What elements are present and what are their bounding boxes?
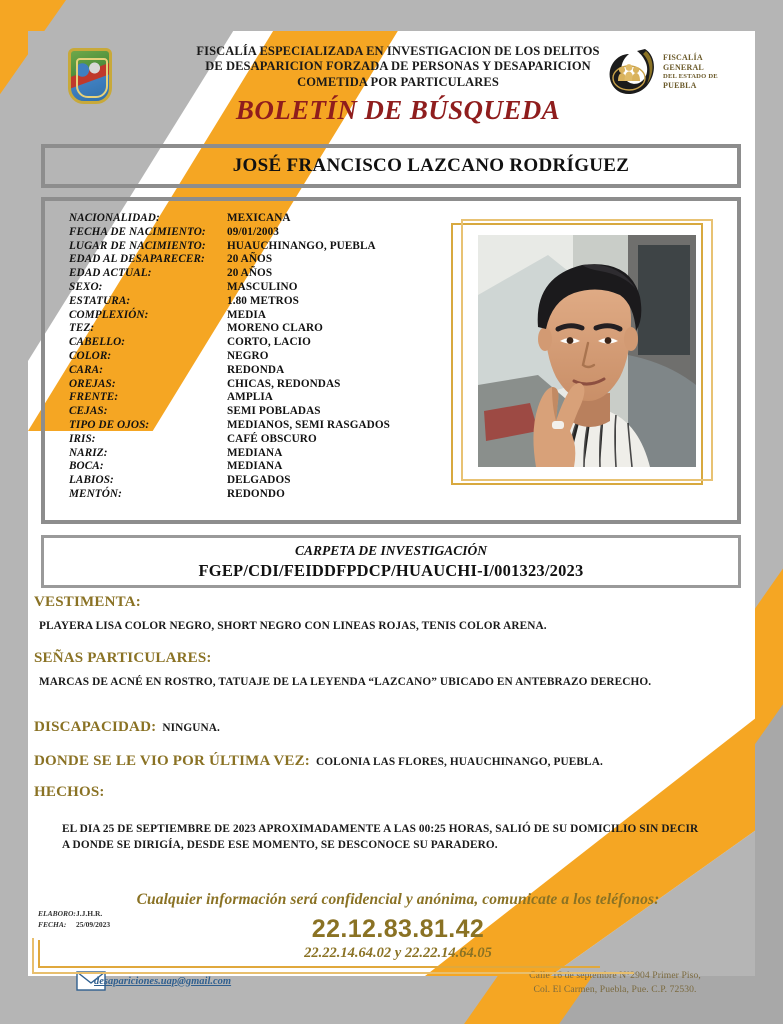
detail-row xyxy=(69,296,439,307)
fecha-label: FECHA: xyxy=(38,919,67,929)
detail-value: MEDIANOS, SEMI RASGADOS xyxy=(227,418,390,431)
fiscalia-general-logo-text xyxy=(663,53,733,91)
detail-value: REDONDA xyxy=(227,363,285,376)
detail-value: 1.80 METROS xyxy=(227,294,299,307)
section-vestimenta-heading: VESTIMENTA: xyxy=(34,594,141,610)
detail-label: LABIOS: xyxy=(69,474,114,487)
document-header xyxy=(28,31,755,143)
agency-line-1: FISCALÍA ESPECIALIZADA EN INVESTIGACION DE LOS DELITOS xyxy=(196,44,600,58)
detail-row xyxy=(69,420,439,431)
detail-label: COMPLEXIÓN: xyxy=(69,308,149,321)
detail-row xyxy=(69,448,439,459)
case-file-box xyxy=(41,535,741,588)
gold-inner-rule xyxy=(38,940,600,968)
detail-row xyxy=(69,323,439,334)
detail-value: CORTO, LACIO xyxy=(227,336,311,349)
detail-value: HUAUCHINANGO, PUEBLA xyxy=(227,239,376,252)
detail-label: CARA: xyxy=(69,363,104,376)
detail-row xyxy=(69,365,439,376)
detail-label: TIPO DE OJOS: xyxy=(69,418,150,431)
detail-label: BOCA: xyxy=(69,460,104,473)
section-senas-heading: SEÑAS PARTICULARES: xyxy=(34,650,212,666)
section-hechos-body: EL DIA 25 DE SEPTIEMBRE DE 2023 APROXIMADAMENTE A LAS 00:25 HORAS, SALIÓ DE SU DOMICILIO SIN DECIR A DONDE SE DIRIGÍA, DESDE ESE MOMENTO, SE DESCONOCE SU PARADERO. xyxy=(62,823,699,852)
detail-label: CEJAS: xyxy=(69,405,108,418)
section-hechos xyxy=(34,784,749,854)
detail-value: NEGRO xyxy=(227,349,269,362)
section-discapacidad xyxy=(34,718,749,736)
logo-line-1: FISCALÍA GENERAL xyxy=(663,52,704,72)
elaboration-metadata xyxy=(38,909,110,931)
section-discapacidad-heading: DISCAPACIDAD: xyxy=(34,719,157,735)
section-ultima-vez-body: COLONIA LAS FLORES, HUAUCHINANGO, PUEBLA. xyxy=(316,756,603,768)
detail-value: MEDIANA xyxy=(227,460,283,473)
alternate-phone-numbers: 22.22.14.64.02 y 22.22.14.64.05 xyxy=(304,945,492,961)
detail-row xyxy=(69,227,439,238)
detail-row xyxy=(69,337,439,348)
detail-row xyxy=(69,282,439,293)
detail-row xyxy=(69,241,439,252)
person-name-banner xyxy=(41,144,741,188)
detail-label: MENTÓN: xyxy=(69,487,122,500)
detail-label: OREJAS: xyxy=(69,377,116,390)
detail-row xyxy=(69,392,439,403)
detail-label: COLOR: xyxy=(69,349,112,362)
physical-description-table xyxy=(69,213,439,503)
section-senas-body: MARCAS DE ACNÉ EN ROSTRO, TATUAJE DE LA LEYENDA “LAZCANO” UBICADO EN ANTEBRAZO DERECHO. xyxy=(39,676,652,688)
case-file-title: CARPETA DE INVESTIGACIÓN xyxy=(294,543,488,558)
elaboro-label: ELABORO: xyxy=(38,909,76,918)
agency-line-3: COMETIDA POR PARTICULARES xyxy=(297,74,499,89)
detail-label: TEZ: xyxy=(69,322,95,335)
section-ultima-vez xyxy=(34,752,749,770)
detail-row xyxy=(69,489,439,500)
detail-value: 20 AÑOS xyxy=(227,267,273,280)
agency-line-2: DE DESAPARICION FORZADA DE PERSONAS Y DESAPARICION xyxy=(205,59,591,74)
detail-label: CABELLO: xyxy=(69,336,126,349)
detail-value: DELGADOS xyxy=(227,474,291,487)
section-discapacidad-body: NINGUNA. xyxy=(162,722,220,734)
detail-label: EDAD ACTUAL: xyxy=(69,267,152,280)
detail-label: IRIS: xyxy=(69,432,96,445)
detail-row xyxy=(69,254,439,265)
detail-label: EDAD AL DESAPARECER: xyxy=(69,253,205,266)
detail-value: MORENO CLARO xyxy=(227,322,323,335)
fecha-value: 25/09/2023 xyxy=(76,919,111,929)
detail-value: AMPLIA xyxy=(227,391,273,404)
section-ultima-vez-heading: DONDE SE LE VIO POR ÚLTIMA VEZ: xyxy=(34,753,310,769)
detail-value: MEXICANA xyxy=(227,212,291,224)
confidential-note: Cualquier información será confidencial y anónima, comunicate a los teléfonos: xyxy=(136,891,660,908)
detail-value: 20 AÑOS xyxy=(227,253,273,266)
section-vestimenta-body: PLAYERA LISA COLOR NEGRO, SHORT NEGRO CON LINEAS ROJAS, TENIS COLOR ARENA. xyxy=(39,620,547,632)
address-line-1: Calle 16 de septembre N°2904 Primer Piso, xyxy=(529,970,701,981)
detail-value: SEMI POBLADAS xyxy=(227,405,321,418)
detail-row xyxy=(69,434,439,445)
section-hechos-heading: HECHOS: xyxy=(34,784,105,800)
detail-row xyxy=(69,379,439,390)
section-vestimenta xyxy=(34,594,749,632)
detail-label: LUGAR DE NACIMIENTO: xyxy=(69,239,206,252)
fiscalia-general-logo xyxy=(605,43,733,101)
agency-title-block xyxy=(178,44,618,126)
section-senas-particulares xyxy=(34,650,749,688)
fiscalia-general-eagle-logo-icon xyxy=(605,45,659,99)
detail-label: ESTATURA: xyxy=(69,294,131,307)
puebla-state-coat-of-arms-icon xyxy=(68,48,112,104)
detail-label: SEXO: xyxy=(69,280,103,293)
detail-value: REDONDO xyxy=(227,487,285,500)
detail-value: MEDIA xyxy=(227,308,267,321)
detail-row xyxy=(69,406,439,417)
detail-value: 09/01/2003 xyxy=(227,225,279,238)
detail-row xyxy=(69,268,439,279)
elaboro-value: J.J.H.R. xyxy=(76,909,103,918)
detail-label: NARIZ: xyxy=(69,446,108,459)
physical-description-panel xyxy=(41,197,741,524)
detail-row xyxy=(69,461,439,472)
person-full-name: JOSÉ FRANCISCO LAZCANO RODRÍGUEZ xyxy=(232,155,630,176)
detail-value: CAFÉ OBSCURO xyxy=(227,432,317,445)
primary-phone-number: 22.12.83.81.42 xyxy=(311,915,485,943)
detail-value: MASCULINO xyxy=(227,280,298,293)
detail-row xyxy=(69,213,439,224)
detail-row xyxy=(69,475,439,486)
narrative-sections xyxy=(34,594,749,854)
detail-value: MEDIANA xyxy=(227,446,283,459)
detail-label: NACIONALIDAD: xyxy=(69,212,160,224)
detail-value: CHICAS, REDONDAS xyxy=(227,377,341,390)
photo-container xyxy=(451,219,721,491)
detail-row xyxy=(69,310,439,321)
page-title: BOLETÍN DE BÚSQUEDA xyxy=(235,94,561,125)
detail-row xyxy=(69,351,439,362)
logo-line-3: PUEBLA xyxy=(663,81,697,91)
detail-label: FECHA DE NACIMIENTO: xyxy=(69,225,206,238)
logo-line-2: DEL ESTADO DE xyxy=(663,72,718,80)
contact-email-row[interactable] xyxy=(76,971,231,991)
detail-label: FRENTE: xyxy=(69,391,119,404)
address-line-2: Col. El Carmen, Puebla, Pue. C.P. 72530. xyxy=(533,984,697,996)
case-file-number: FGEP/CDI/FEIDDFPDCP/HUAUCHI-I/001323/2023 xyxy=(198,561,584,580)
contact-email[interactable]: desapariciones.uap@gmail.com xyxy=(94,975,232,987)
content-sheet xyxy=(28,31,755,996)
person-photo xyxy=(478,235,696,467)
